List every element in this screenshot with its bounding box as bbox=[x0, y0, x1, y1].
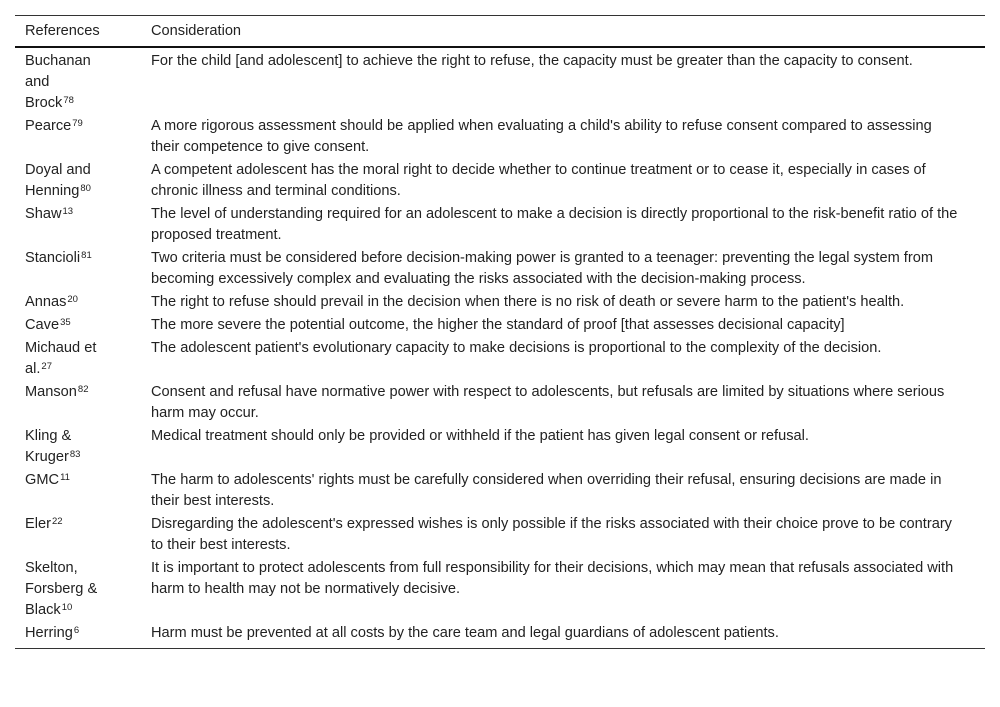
reference-author: Pearce bbox=[25, 118, 72, 134]
reference-cell bbox=[15, 159, 141, 203]
header-references: References bbox=[25, 23, 100, 39]
table-row bbox=[15, 47, 985, 115]
consideration-cell: For the child [and adolescent] to achieve the right to refuse, the capacity must be greater than the capacity to consent. bbox=[151, 53, 913, 69]
considerations-table bbox=[15, 15, 985, 649]
consideration-cell: Two criteria must be considered before decision-making power is granted to a teenager: preventing the legal system from becoming excessively complex and evaluating the risks associated with the decision-making process. bbox=[151, 250, 933, 287]
citation-number: 20 bbox=[67, 294, 78, 305]
reference-author: Brock bbox=[25, 95, 63, 111]
citation-number: 80 bbox=[80, 183, 91, 194]
citation-number: 27 bbox=[41, 361, 52, 372]
reference-author: Black bbox=[25, 602, 61, 618]
table-row bbox=[15, 469, 985, 513]
reference-author: and bbox=[25, 74, 50, 90]
reference-author: Skelton, bbox=[25, 560, 78, 576]
reference-cell bbox=[15, 247, 141, 291]
consideration-cell: Disregarding the adolescent's expressed wishes is only possible if the risks associated with their choice prove to be contrary to their best interests. bbox=[151, 516, 952, 553]
reference-cell bbox=[15, 203, 141, 247]
table-body bbox=[15, 47, 985, 649]
reference-author: Doyal and bbox=[25, 162, 91, 178]
citation-number: 81 bbox=[81, 250, 92, 261]
reference-author: al. bbox=[25, 361, 41, 377]
reference-author: Annas bbox=[25, 294, 67, 310]
reference-author: Kruger bbox=[25, 449, 69, 465]
table-row bbox=[15, 247, 985, 291]
consideration-cell: The right to refuse should prevail in the decision when there is no risk of death or severe harm to the patient's health. bbox=[151, 294, 905, 310]
citation-number: 83 bbox=[69, 449, 81, 460]
table-row bbox=[15, 115, 985, 159]
reference-cell bbox=[15, 337, 141, 381]
reference-author: Michaud et bbox=[25, 340, 97, 356]
table-row bbox=[15, 622, 985, 649]
reference-author: Buchanan bbox=[25, 53, 91, 69]
reference-author: Stancioli bbox=[25, 250, 81, 266]
reference-author: GMC bbox=[25, 472, 60, 488]
citation-number: 10 bbox=[61, 602, 73, 613]
consideration-cell: It is important to protect adolescents from full responsibility for their decisions, which may mean that refusals associated with harm to health may not be normatively decisive. bbox=[151, 560, 954, 597]
reference-author: Cave bbox=[25, 317, 60, 333]
consideration-cell: The adolescent patient's evolutionary capacity to make decisions is proportional to the complexity of the decision. bbox=[151, 340, 882, 356]
reference-author: Henning bbox=[25, 183, 80, 199]
reference-cell bbox=[15, 115, 141, 159]
reference-author: Manson bbox=[25, 384, 77, 400]
reference-cell bbox=[15, 513, 141, 557]
reference-cell bbox=[15, 557, 141, 622]
table-row bbox=[15, 557, 985, 622]
reference-cell bbox=[15, 622, 141, 649]
consideration-cell: The level of understanding required for an adolescent to make a decision is directly proportional to the risk-benefit ratio of the proposed treatment. bbox=[151, 206, 958, 243]
table-row bbox=[15, 425, 985, 469]
consideration-cell: Medical treatment should only be provided or withheld if the patient has given legal consent or refusal. bbox=[151, 428, 809, 444]
reference-cell bbox=[15, 291, 141, 314]
reference-cell bbox=[15, 314, 141, 337]
consideration-cell: A more rigorous assessment should be applied when evaluating a child's ability to refuse consent compared to assessing their competence to give consent. bbox=[151, 118, 932, 155]
table-row bbox=[15, 314, 985, 337]
table-row bbox=[15, 203, 985, 247]
considerations-table-container bbox=[15, 15, 985, 649]
citation-number: 78 bbox=[63, 95, 74, 106]
reference-author: Shaw bbox=[25, 206, 62, 222]
table-row bbox=[15, 159, 985, 203]
citation-number: 22 bbox=[51, 516, 63, 527]
reference-author: Forsberg & bbox=[25, 581, 98, 597]
citation-number: 82 bbox=[77, 384, 89, 395]
reference-author: Kling & bbox=[25, 428, 72, 444]
consideration-cell: The harm to adolescents' rights must be carefully considered when overriding their refusal, ensuring decisions are made in their best interests. bbox=[151, 472, 942, 509]
consideration-cell: Consent and refusal have normative power with respect to adolescents, but refusals are limited by situations where serious harm may occur. bbox=[151, 384, 945, 421]
table-row bbox=[15, 291, 985, 314]
citation-number: 11 bbox=[60, 472, 70, 483]
reference-author: Herring bbox=[25, 625, 73, 641]
reference-cell bbox=[15, 47, 141, 115]
citation-number: 35 bbox=[60, 317, 71, 328]
citation-number: 79 bbox=[72, 118, 83, 129]
consideration-cell: A competent adolescent has the moral right to decide whether to continue treatment or to cease it, especially in cases of chronic illness and terminal conditions. bbox=[151, 162, 926, 199]
citation-number: 13 bbox=[62, 206, 74, 217]
table-row bbox=[15, 337, 985, 381]
reference-cell bbox=[15, 381, 141, 425]
header-row bbox=[15, 16, 985, 48]
consideration-cell: The more severe the potential outcome, the higher the standard of proof [that assesses decisional capacity] bbox=[151, 317, 845, 333]
table-row bbox=[15, 381, 985, 425]
consideration-cell: Harm must be prevented at all costs by the care team and legal guardians of adolescent patients. bbox=[151, 625, 779, 641]
reference-cell bbox=[15, 469, 141, 513]
reference-cell bbox=[15, 425, 141, 469]
reference-author: Eler bbox=[25, 516, 51, 532]
header-consideration: Consideration bbox=[151, 23, 242, 39]
table-row bbox=[15, 513, 985, 557]
citation-number: 6 bbox=[73, 625, 80, 636]
table-header bbox=[15, 16, 985, 48]
